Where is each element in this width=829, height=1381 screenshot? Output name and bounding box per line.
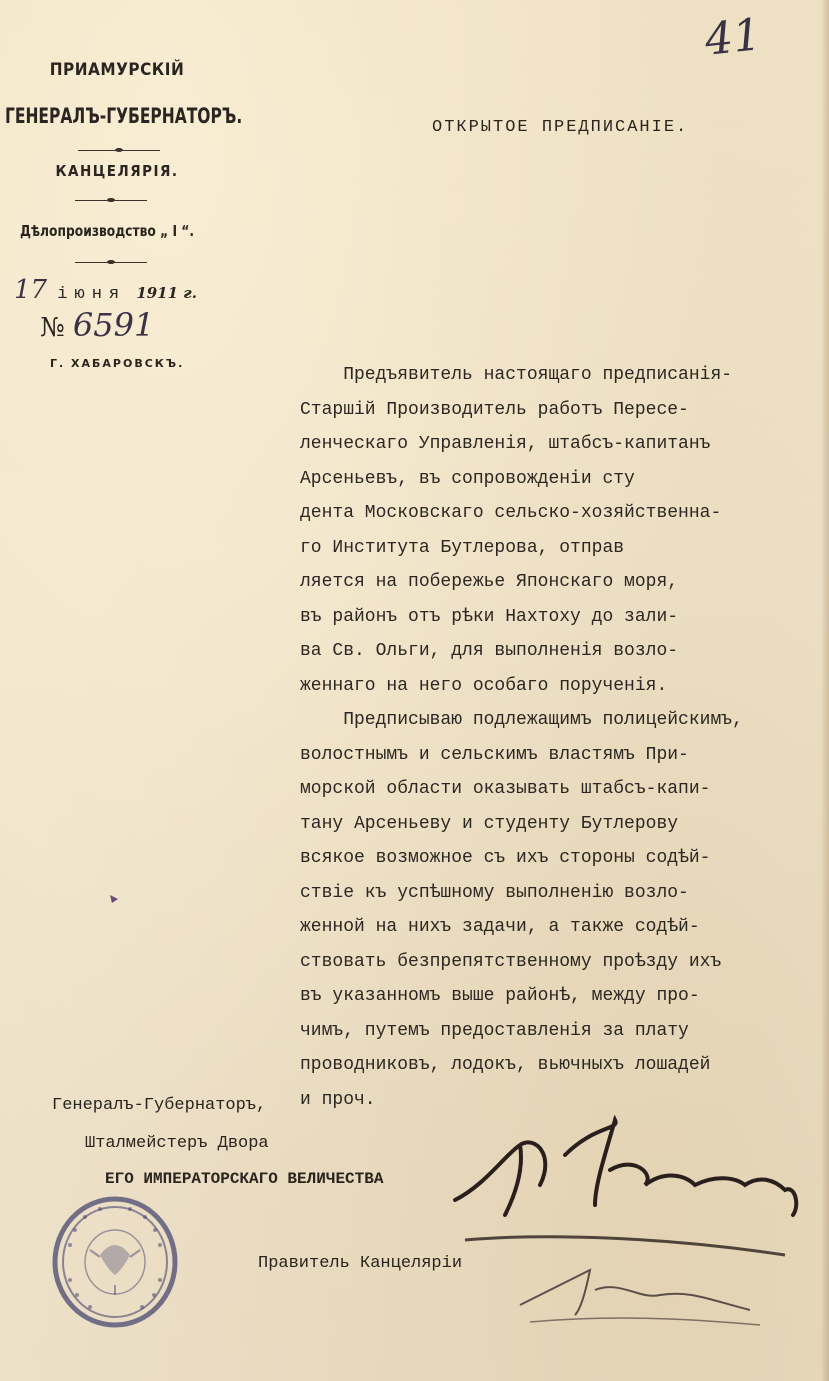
date-day-handwritten: 17 bbox=[14, 275, 48, 305]
governor-title: ГЕНЕРАЛЪ-ГУБЕРНАТОРЪ. bbox=[5, 104, 243, 128]
folio-number: 41 bbox=[702, 9, 764, 66]
chancery-label: КАНЦЕЛЯРIЯ. bbox=[55, 162, 179, 180]
ink-mark bbox=[108, 893, 120, 905]
body-line: го Института Бутлерова, отправ bbox=[300, 537, 625, 558]
signatory-rank: Шталмейстеръ Двора bbox=[85, 1134, 269, 1153]
body-line: ствовать безпрепятственному проѣзду ихъ bbox=[300, 951, 722, 972]
signatory-title: Генералъ-Губернаторъ, bbox=[52, 1096, 267, 1115]
body-line: въ районъ отъ рѣки Нахтоху до зали- bbox=[300, 606, 679, 627]
number-label: № bbox=[40, 313, 65, 343]
official-seal-stamp bbox=[50, 1195, 180, 1330]
body-line: Старшiй Производитель работъ Пересе- bbox=[300, 399, 689, 420]
signatory-majesty: ЕГО ИМПЕРАТОРСКАГО ВЕЛИЧЕСТВА bbox=[105, 1170, 384, 1188]
chancery-head-signature bbox=[500, 1260, 780, 1330]
number-handwritten: 6591 bbox=[72, 306, 155, 344]
issue-date bbox=[14, 275, 197, 305]
chancery-head-label: Правитель Канцелярiи bbox=[258, 1254, 463, 1273]
body-line: Предписываю подлежащимъ полицейскимъ, bbox=[300, 710, 743, 730]
office-name: ПРИАМУРСКIЙ bbox=[49, 60, 185, 80]
header-divider bbox=[78, 150, 160, 151]
header-divider bbox=[75, 200, 147, 201]
document-title: ОТКРЫТОЕ ПРЕДПИСАНIЕ. bbox=[432, 118, 689, 137]
document-body bbox=[300, 358, 829, 1117]
body-line: дента Московскаго сельско-хозяйственна- bbox=[300, 503, 722, 523]
city-label: Г. ХАБАРОВСКЪ. bbox=[50, 357, 185, 370]
date-year: 1911 г. bbox=[136, 284, 197, 302]
body-line: ляется на побережье Японскаго моря, bbox=[300, 572, 679, 592]
body-line: въ указанномъ выше районѣ, между про- bbox=[300, 986, 700, 1006]
body-line: ствiе къ успѣшному выполненiю возло- bbox=[300, 882, 689, 903]
body-line: женнаго на него особаго порученiя. bbox=[300, 675, 668, 696]
body-line: всякое возможное съ ихъ стороны содѣй- bbox=[300, 848, 711, 868]
body-line: Предъявитель настоящаго предписанiя- bbox=[300, 365, 733, 385]
body-line: ва Св. Ольги, для выполненiя возло- bbox=[300, 641, 679, 661]
document-number bbox=[40, 306, 154, 344]
body-line: женной на нихъ задачи, а также содѣй- bbox=[300, 917, 700, 937]
body-line: чимъ, путемъ предоставленiя за плату bbox=[300, 1020, 689, 1041]
body-line: волостнымъ и сельскимъ властямъ При- bbox=[300, 744, 689, 765]
body-line: морской области оказывать штабсъ-капи- bbox=[300, 779, 711, 799]
governor-signature bbox=[445, 1115, 815, 1265]
department-label: Дѣлопроизводство „ I “. bbox=[20, 222, 195, 240]
header-divider bbox=[75, 262, 147, 263]
body-line: ленческаго Управленiя, штабсъ-капитанъ bbox=[300, 434, 711, 454]
body-line: тану Арсеньеву и студенту Бутлерову bbox=[300, 813, 679, 834]
body-line: проводниковъ, лодокъ, вьючныхъ лошадей bbox=[300, 1055, 711, 1075]
body-line: и проч. bbox=[300, 1089, 376, 1110]
date-month: iюня bbox=[57, 285, 127, 304]
body-line: Арсеньевъ, въ сопровожденiи сту bbox=[300, 468, 635, 489]
